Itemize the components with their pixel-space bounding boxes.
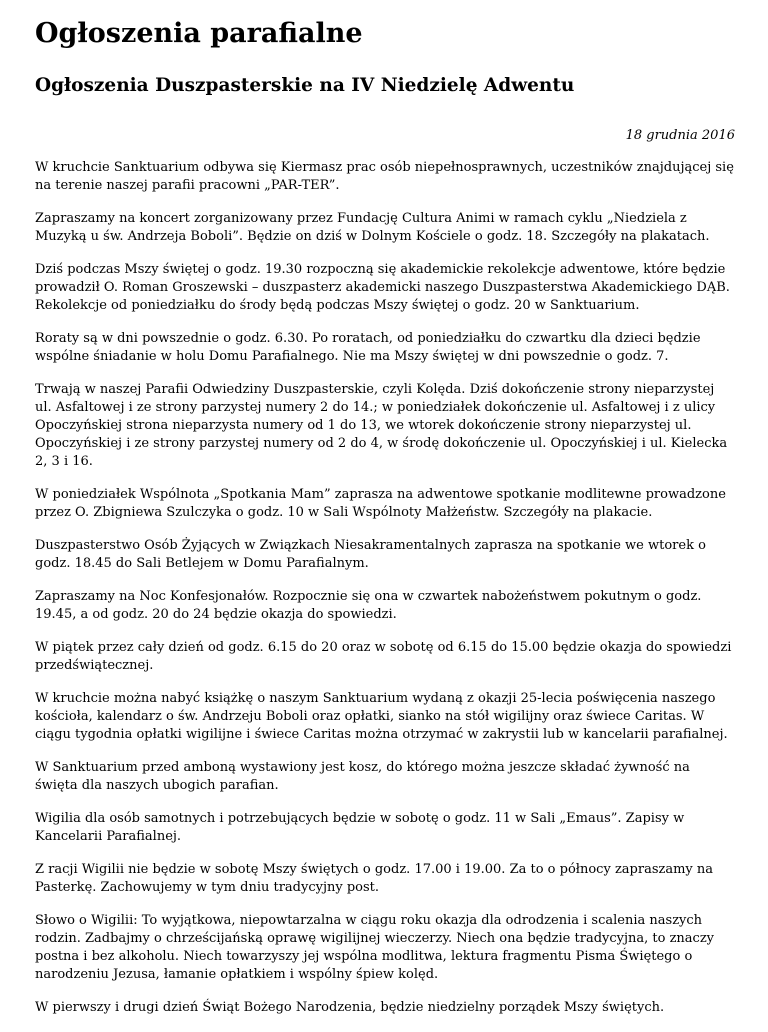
announcements-page: [35, 18, 735, 1032]
page-title: Ogłoszenia parafialne: [35, 18, 363, 49]
announcement-paragraph: Trwają w naszej Parafii Odwiedziny Duszpasterskie, czyli Kolęda. Dziś dokończenie strony nieparzystej ul. Asfaltowej i ze strony parzystej numery 2 do 14.; w poniedziałek dokończenie ul. Asfaltowej i z ulicy Opoczyńskiej strona nieparzysta numery od 1 do 13, we wtorek dokończenie strony nieparzystej ul. Opoczyńskiej i ze strony parzystej numery od 2 do 4, w środę dokończenie ul. Opoczyńskiej i ul. Kielecka 2, 3 i 16.: [35, 382, 728, 469]
announcement-paragraph: W kruchcie Sanktuarium odbywa się Kiermasz prac osób niepełnosprawnych, uczestników znajdującej się na terenie naszej parafii pracowni „PAR-TER”.: [35, 160, 734, 193]
announcement-paragraph: Zapraszamy na koncert zorganizowany przez Fundację Cultura Animi w ramach cyklu „Niedziela z Muzyką u św. Andrzeja Boboli”. Będzie on dziś w Dolnym Kościele o godz. 18. Szczegóły na plakatach.: [35, 211, 710, 244]
announcement-paragraph: Zapraszamy na Noc Konfesjonałów. Rozpocznie się ona w czwartek nabożeństwem pokutnym o godz. 19.45, a od godz. 20 do 24 będzie okazja do spowiedzi.: [35, 589, 702, 622]
announcement-paragraph: Wigilia dla osób samotnych i potrzebujących będzie w sobotę o godz. 11 w Sali „Emaus”. Zapisy w Kancelarii Parafialnej.: [35, 811, 685, 844]
announcement-paragraph: Roraty są w dni powszednie o godz. 6.30. Po roratach, od poniedziałku do czwartku dla dzieci będzie wspólne śniadanie w holu Domu Parafialnego. Nie ma Mszy świętej w dni powszednie o godz. 7.: [35, 331, 701, 364]
announcement-paragraph: Słowo o Wigilii: To wyjątkowa, niepowtarzalna w ciągu roku okazja dla odrodzenia i scalenia naszych rodzin. Zadbajmy o chrześcijańską oprawę wigilijnej wieczerzy. Niech ona będzie tradycyjna, to znaczy postna i bez alkoholu. Niech towarzyszy jej wspólna modlitwa, lektura fragmentu Pisma Świętego o narodzeniu Jezusa, łamanie opłatkiem i wspólny śpiew kolęd.: [35, 913, 715, 982]
announcement-paragraph: W poniedziałek Wspólnota „Spotkania Mam” zaprasza na adwentowe spotkanie modlitewne prowadzone przez O. Zbigniewa Szulczyka o godz. 10 w Sali Wspólnoty Małżeństw. Szczegóły na plakacie.: [35, 487, 726, 520]
announcement-date: 18 grudnia 2016: [625, 128, 735, 143]
announcement-paragraph: Duszpasterstwo Osób Żyjących w Związkach Niesakramentalnych zaprasza na spotkanie we wtorek o godz. 18.45 do Sali Betlejem w Domu Parafialnym.: [35, 538, 706, 571]
announcement-paragraph: W pierwszy i drugi dzień Świąt Bożego Narodzenia, będzie niedzielny porządek Mszy świętych.: [35, 1000, 665, 1015]
announcement-subtitle: Ogłoszenia Duszpasterskie na IV Niedzielę Adwentu: [35, 75, 575, 96]
announcement-paragraph: W kruchcie można nabyć książkę o naszym Sanktuarium wydaną z okazji 25-lecia poświęcenia naszego kościoła, kalendarz o św. Andrzeju Boboli oraz opłatki, sianko na stół wigilijny oraz świece Caritas. W ciągu tygodnia opłatki wigilijne i świece Caritas można otrzymać w zakrystii lub w kancelarii parafialnej.: [35, 691, 728, 742]
announcement-paragraph: W piątek przez cały dzień od godz. 6.15 do 20 oraz w sobotę od 6.15 do 15.00 będzie okazja do spowiedzi przedświątecznej.: [35, 640, 732, 673]
announcement-paragraph: W Sanktuarium przed amboną wystawiony jest kosz, do którego można jeszcze składać żywność na święta dla naszych ubogich parafian.: [35, 760, 690, 793]
announcement-paragraph: Dziś podczas Mszy świętej o godz. 19.30 rozpoczną się akademickie rekolekcje adwentowe, które będzie prowadził O. Roman Groszewski – duszpasterz akademicki naszego Duszpasterstwa Akademickiego DĄB. Rekolekcje od poniedziałku do środy będą podczas Mszy świętej o godz. 20 w Sanktuarium.: [35, 262, 730, 313]
announcement-paragraph: Z racji Wigilii nie będzie w sobotę Mszy świętych o godz. 17.00 i 19.00. Za to o północy zapraszamy na Pasterkę. Zachowujemy w tym dniu tradycyjny post.: [35, 862, 714, 895]
